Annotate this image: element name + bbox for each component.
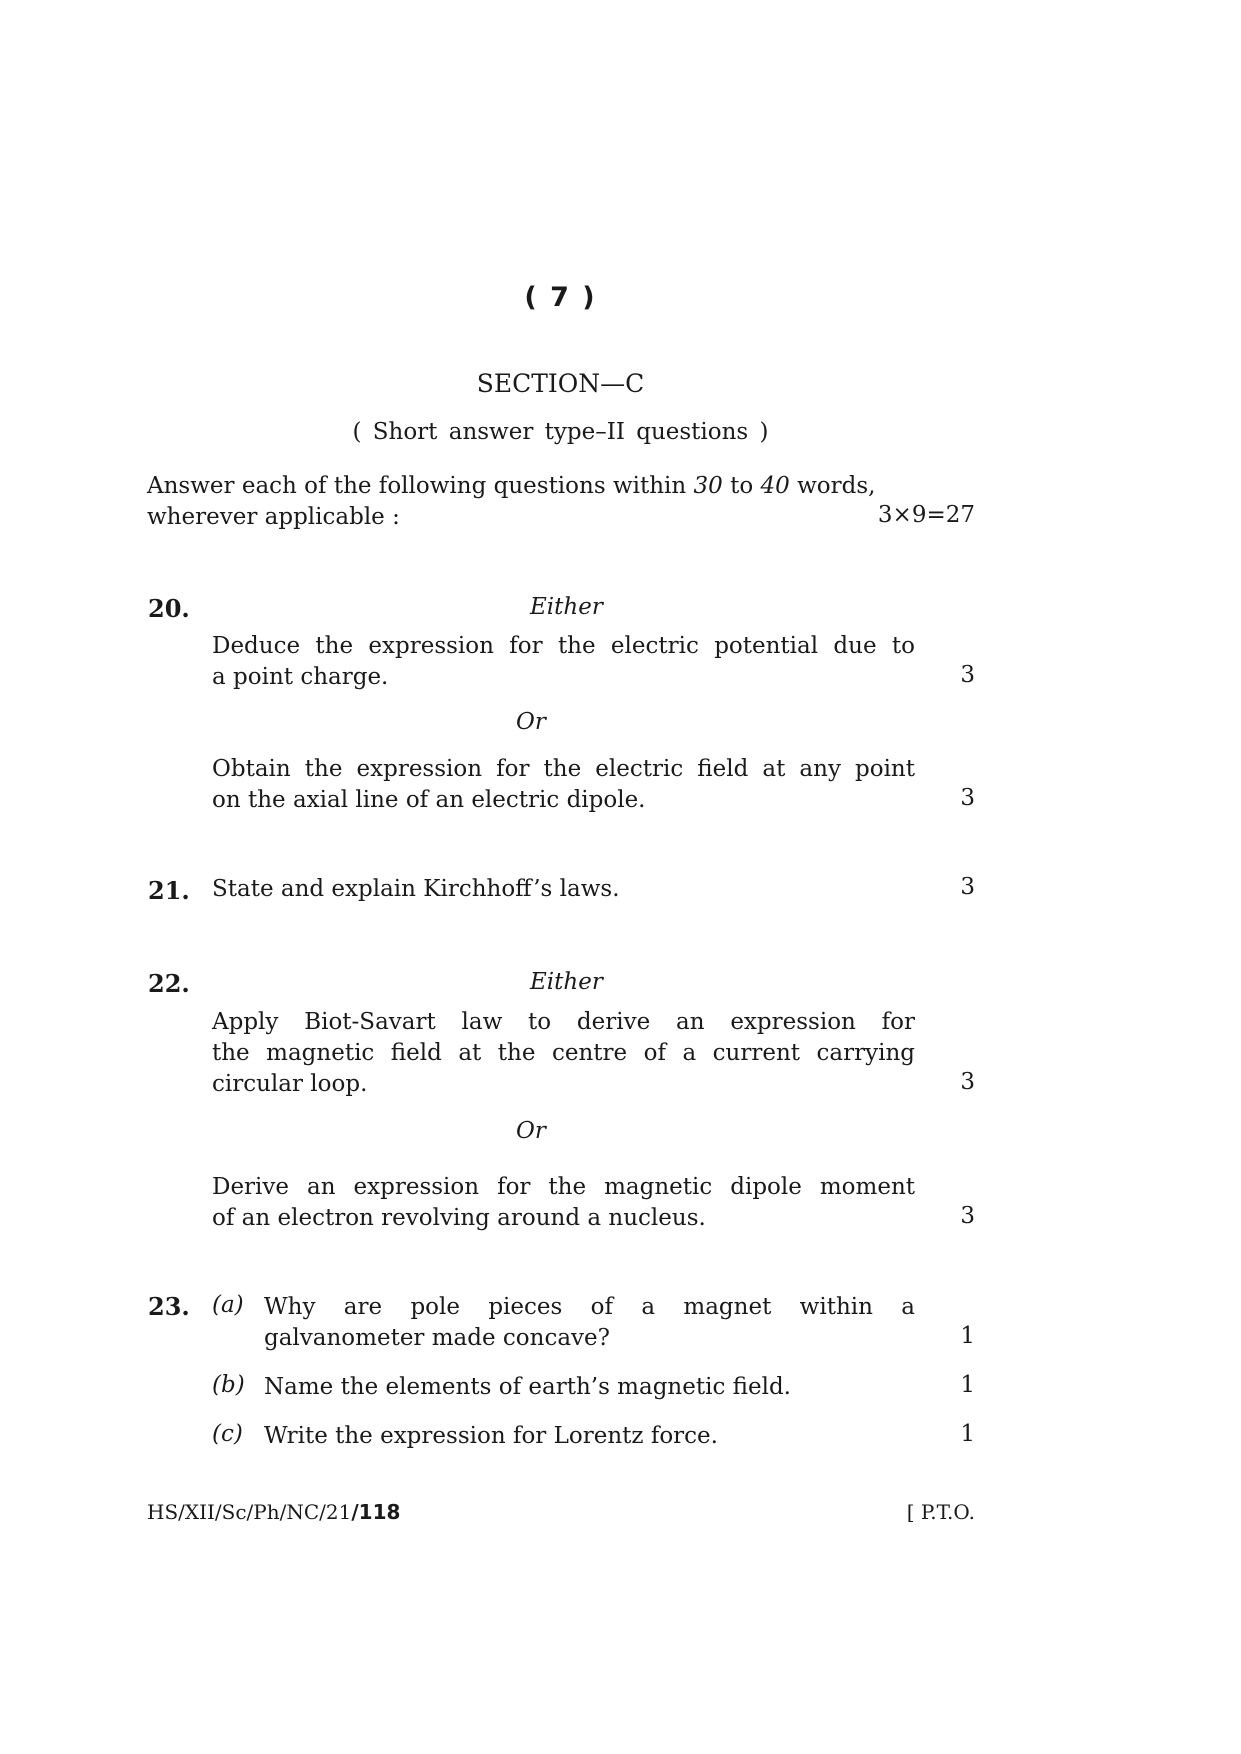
section-subtitle: ( Short answer type–II questions )	[352, 419, 769, 445]
marks: 1	[960, 1421, 975, 1447]
question-line: of an electron revolving around a nucleus.	[212, 1205, 706, 1231]
question-number: 23.	[148, 1292, 190, 1321]
question-text	[212, 631, 915, 693]
instruction-text: wherever applicable :	[147, 504, 400, 530]
instruction-text: to	[722, 473, 761, 499]
paper-code	[147, 1500, 400, 1524]
question-line: galvanometer made concave?	[264, 1325, 610, 1351]
question-line: circular loop.	[212, 1071, 368, 1097]
instruction-text: Answer each of the following questions within	[147, 473, 694, 499]
subquestion-label: (b)	[212, 1372, 245, 1398]
either-label: Either	[530, 594, 603, 620]
subquestion-label: (c)	[212, 1421, 243, 1447]
instruction-text: words,	[789, 473, 876, 499]
paper-code-prefix: HS/XII/Sc/Ph/NC/21	[147, 1500, 352, 1524]
subquestion-text	[264, 1292, 915, 1354]
question-number: 21.	[148, 876, 190, 905]
question-text: State and explain Kirchhoff’s laws.	[212, 876, 620, 902]
question-line: Why are pole pieces of a magnet within a	[264, 1294, 915, 1320]
either-label: Either	[530, 969, 603, 995]
word-limit-max: 40	[760, 473, 790, 499]
marks: 3	[960, 785, 975, 811]
question-line: the magnetic field at the centre of a current carrying	[212, 1040, 915, 1066]
question-line: on the axial line of an electric dipole.	[212, 787, 646, 813]
question-number: 22.	[148, 969, 190, 998]
paper-code-suffix: /118	[351, 1500, 401, 1524]
marks: 1	[960, 1372, 975, 1398]
question-line: Obtain the expression for the electric field at any point	[212, 756, 915, 782]
marks: 1	[960, 1323, 975, 1349]
marks: 3	[960, 662, 975, 688]
pto-label: [ P.T.O.	[906, 1500, 975, 1524]
question-text	[212, 1172, 915, 1234]
question-text	[212, 754, 915, 816]
subquestion-label: (a)	[212, 1292, 244, 1318]
marks: 3	[960, 1069, 975, 1095]
or-label: Or	[516, 709, 546, 735]
or-label: Or	[516, 1118, 546, 1144]
page-number: ( 7 )	[524, 282, 597, 313]
question-line: Deduce the expression for the electric potential due to	[212, 633, 915, 659]
instructions	[147, 471, 876, 533]
section-title: SECTION—C	[476, 369, 645, 398]
question-line: Derive an expression for the magnetic dipole moment	[212, 1174, 915, 1200]
question-text	[212, 1007, 915, 1100]
marks: 3	[960, 1203, 975, 1229]
subquestion-text: Name the elements of earth’s magnetic field.	[264, 1374, 791, 1400]
total-marks: 3×9=27	[877, 502, 975, 528]
word-limit-min: 30	[693, 473, 723, 499]
subquestion-text: Write the expression for Lorentz force.	[264, 1423, 718, 1449]
marks: 3	[960, 874, 975, 900]
question-line: Apply Biot-Savart law to derive an expression for	[212, 1009, 915, 1035]
question-number: 20.	[148, 594, 190, 623]
question-line: a point charge.	[212, 664, 389, 690]
